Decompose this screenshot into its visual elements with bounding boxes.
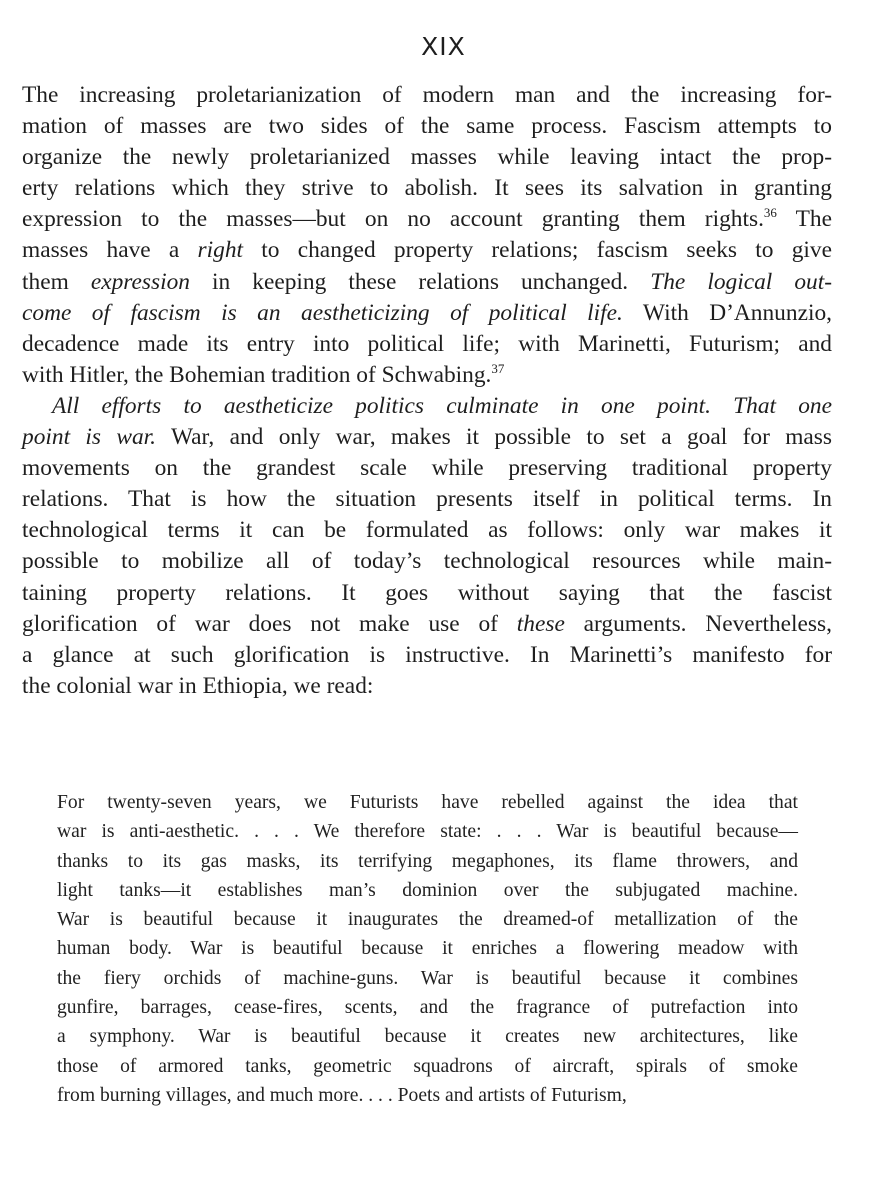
text-run: masses have a [22,237,198,264]
text-line [22,235,832,266]
text-run: War, and only war, makes it possible to set a goal for mass [156,424,832,451]
quote-line: from burning villages, and much more. . . . Poets and artists of Futurism, [57,1084,627,1106]
emphasis-thesis: come of fascism is an aestheticizing of political life. [22,299,623,326]
paragraph-2 [22,391,832,702]
text-run: in keeping these relations unchanged. [189,268,651,295]
text-run: expression to the masses—but on no account granting them rights. [22,206,764,233]
footnote-ref-36: 36 [763,205,777,221]
emphasis-thesis: The logical out- [650,268,832,295]
text-line: organize the newly proletarianized masses while leaving intact the prop- [22,144,832,171]
text-run: with Hitler, the Bohemian tradition of Schwabing. [22,361,492,388]
text-line: possible to mobilize all of today’s technological resources while main- [22,548,832,575]
paragraph-1 [22,80,832,391]
text-line: the colonial war in Ethiopia, we read: [22,672,374,699]
quote-line: gunfire, barrages, cease-fires, scents, and the fragrance of putrefaction into [57,997,798,1019]
text-line [22,204,832,235]
text-line [22,298,832,329]
text-line [22,391,832,422]
quote-line: a symphony. War is beautiful because it creates new architectures, like [57,1026,798,1048]
quote-line: War is beautiful because it inaugurates the dreamed-of metallization of the [57,909,798,931]
text-line [22,609,832,640]
emphasis-these: these [516,610,565,637]
emphasis-expression: expression [90,268,190,295]
section-heading: XIX [421,32,466,61]
emphasis-right: right [197,237,244,264]
text-line: The increasing proletarianization of modern man and the increasing for- [22,82,832,108]
text-run: With D’Annunzio, [622,299,832,326]
text-run: to changed property relations; fascism seeks to give [243,237,832,264]
text-run: glorification of war does not make use of [22,610,517,637]
text-line [22,267,832,298]
quote-line: those of armored tanks, geometric squadrons of aircraft, spirals of smoke [57,1055,798,1077]
text-line: decadence made its entry into political life; with Marinetti, Futurism; and [22,330,832,357]
emphasis-thesis: All efforts to aestheticize politics culminate in one point. That one [52,392,832,419]
body-text [22,80,832,702]
quote-line: the fiery orchids of machine-guns. War is beautiful because it combines [57,967,798,989]
quote-line: light tanks—it establishes man’s dominion over the subjugated machine. [57,879,798,901]
emphasis-thesis: point is war. [22,424,157,451]
text-line: a glance at such glorification is instructive. In Marinetti’s manifesto for [22,641,832,668]
text-line [22,360,832,391]
text-run: arguments. Nevertheless, [564,610,832,637]
text-line: taining property relations. It goes without saying that the fascist [22,579,832,606]
quote-line: war is anti-aesthetic. . . . We therefore state: . . . War is beautiful because— [57,821,798,843]
quote-line: For twenty-seven years, we Futurists have rebelled against the idea that [57,792,798,813]
quote-line: thanks to its gas masks, its terrifying megaphones, its flame throwers, and [57,850,798,872]
footnote-ref-37: 37 [491,361,505,377]
quote-line: human body. War is beautiful because it enriches a flowering meadow with [57,938,798,960]
text-line: technological terms it can be formulated as follows: only war makes it [22,517,832,544]
text-line: relations. That is how the situation presents itself in political terms. In [22,486,832,513]
block-quote [57,788,798,1110]
text-line: movements on the grandest scale while preserving traditional property [22,455,832,482]
text-run: The [776,206,832,233]
text-run: them [22,268,91,295]
text-line: mation of masses are two sides of the same process. Fascism attempts to [22,113,832,140]
text-line [22,422,832,453]
text-line: erty relations which they strive to abolish. It sees its salvation in granting [22,175,832,202]
